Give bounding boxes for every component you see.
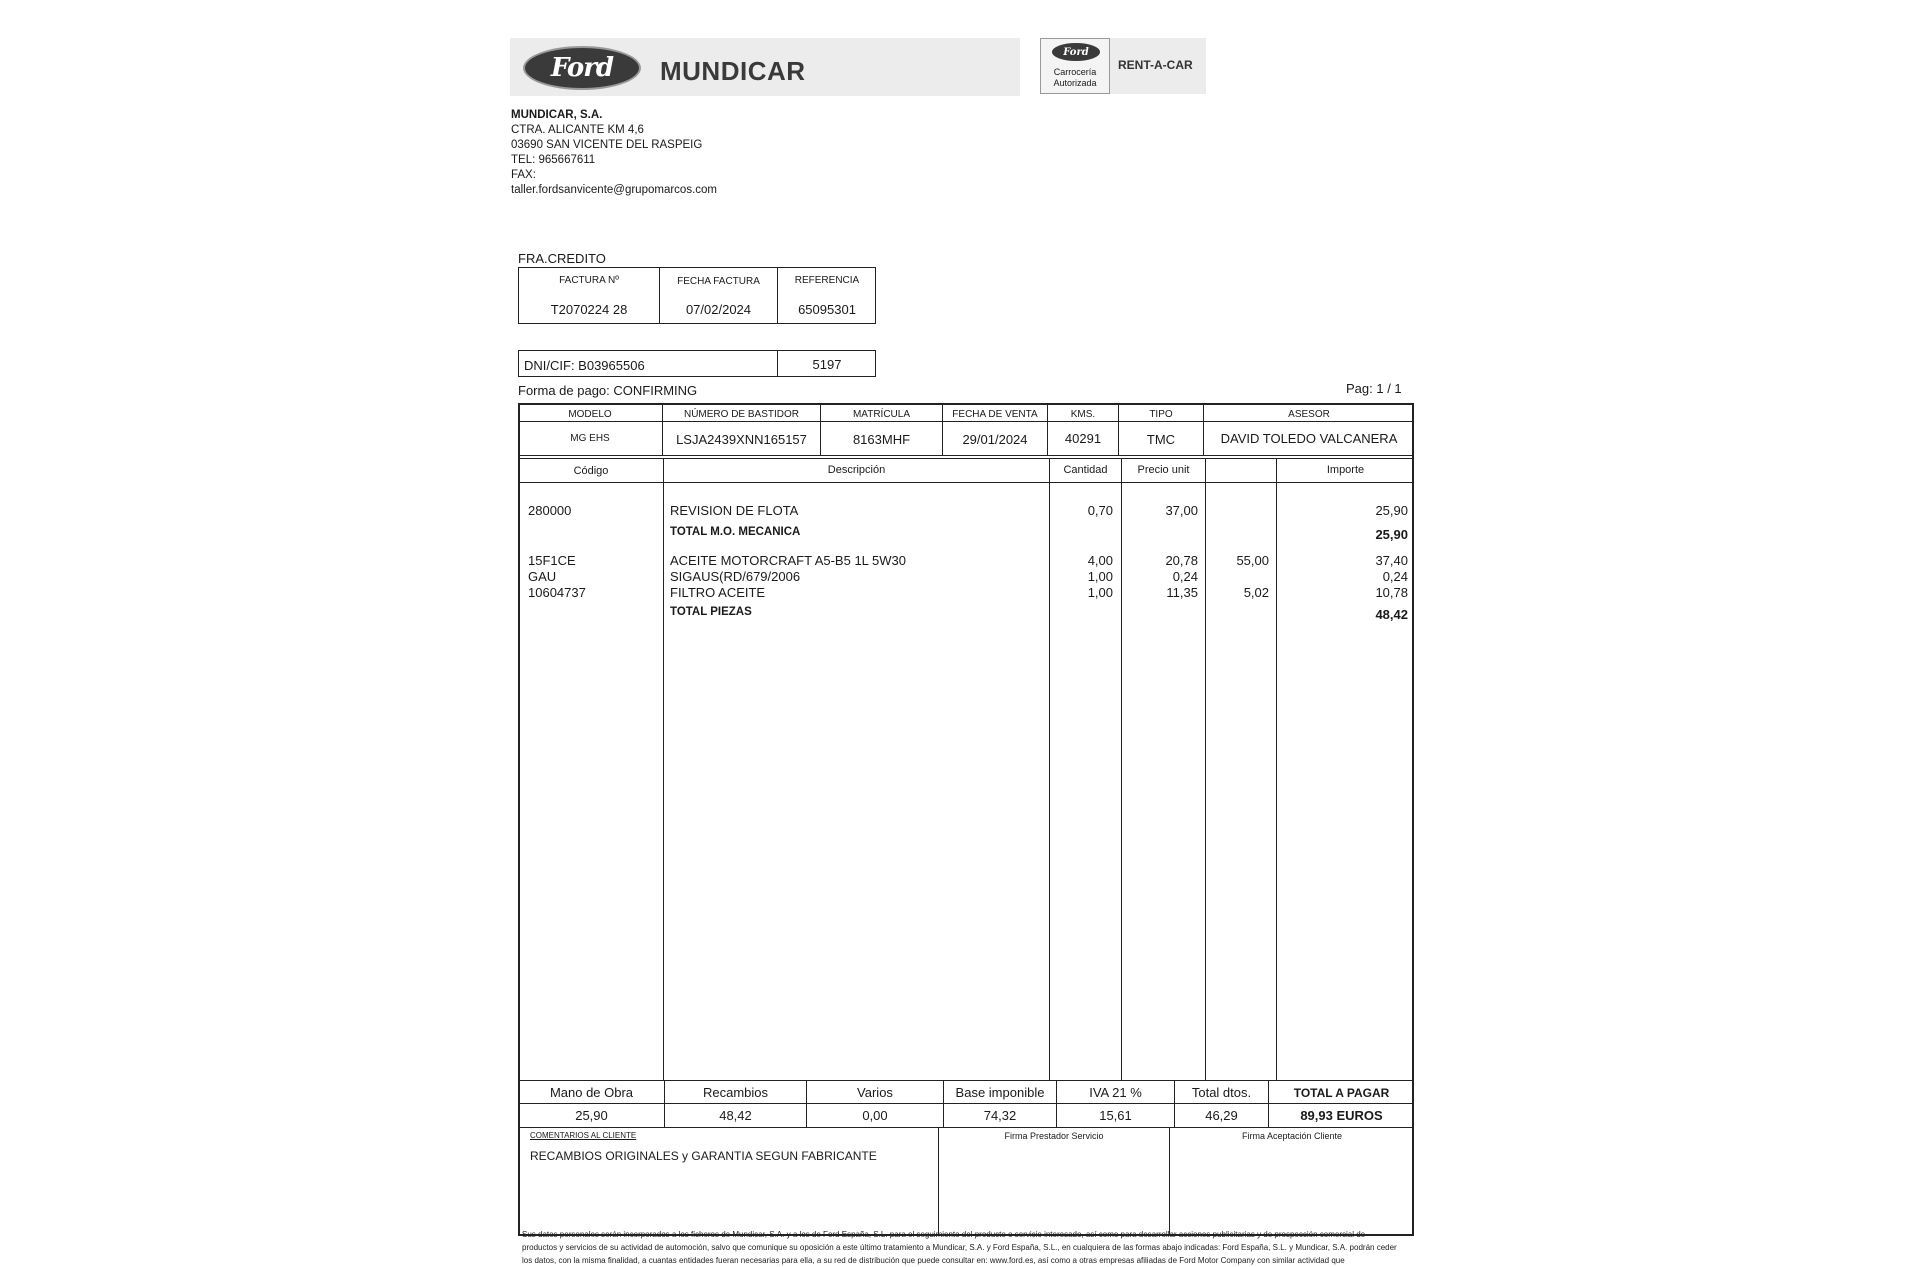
vin-label: NÚMERO DE BASTIDOR [683,409,799,420]
subtotal-labour-value: 25,90 [1375,527,1408,542]
quantity-column-header: Cantidad [1063,464,1108,476]
provider-signature-label: Firma Prestador Servicio [1004,1131,1104,1141]
divider [806,1080,807,1127]
company-email: taller.fordsanvicente@grupomarcos.com [511,184,717,196]
divider [518,1127,1414,1128]
price-column-header: Precio unit [1137,464,1190,476]
invoice-date: 07/02/2024 [685,302,752,317]
plate-value: 8163MHF [852,432,911,447]
line-amount: 0,24 [1382,569,1408,584]
labour-total: 25,90 [575,1108,608,1123]
discounts-total: 46,29 [1205,1108,1238,1123]
divider [518,1080,1414,1081]
line-code: 15F1CE [528,553,576,568]
description-column-header: Descripción [827,464,886,476]
misc-total: 0,00 [862,1108,888,1123]
address-line-2: 03690 SAN VICENTE DEL RASPEIG [511,139,703,151]
model-label: MODELO [568,409,612,420]
amount-due-label: TOTAL A PAGAR [1293,1086,1390,1100]
advisor-label: ASESOR [1288,409,1330,420]
brand-name: MUNDICAR [660,56,806,86]
ford-logo: Ford [523,46,641,90]
client-code: 5197 [812,357,842,372]
divider [1268,1080,1269,1127]
subtotal-labour-label: TOTAL M.O. MECANICA [670,526,801,538]
client-signature-label: Firma Aceptación Cliente [1241,1131,1343,1141]
comments-label: COMENTARIOS AL CLIENTE [530,1131,637,1140]
divider [943,1080,944,1127]
kms-value: 40291 [1064,431,1102,446]
company-address [511,108,717,198]
line-quantity: 4,00 [1087,553,1113,568]
divider [1049,458,1050,1080]
divider [1203,403,1204,455]
type-value: TMC [1146,432,1176,447]
invoice-number-label: FACTURA Nº [559,275,619,286]
company-tel: TEL: 965667611 [511,154,596,166]
divider [1121,458,1122,1080]
divider [1056,1080,1057,1127]
line-description: FILTRO ACEITE [670,585,766,600]
labour-total-label: Mano de Obra [549,1085,634,1100]
divider [1169,1127,1170,1236]
parts-total: 48,42 [719,1108,752,1123]
line-price: 0,24 [1172,569,1198,584]
company-fax: FAX: [511,169,536,181]
dni-cif: DNI/CIF: B03965506 [524,358,645,373]
divider [1047,403,1048,455]
line-description: REVISION DE FLOTA [670,503,799,518]
vat-label: IVA 21 % [1089,1085,1142,1100]
divider [518,1103,1414,1104]
line-quantity: 1,00 [1087,569,1113,584]
carroceria-ford-logo: Ford [1052,43,1100,61]
invoice-date-label: FECHA FACTURA [677,276,760,287]
line-discount: 5,02 [1243,585,1269,600]
line-quantity: 1,00 [1087,585,1113,600]
divider [518,482,1414,483]
sale-date-value: 29/01/2024 [962,432,1028,447]
page-number: Pag: 1 / 1 [1346,381,1402,396]
carroceria-label: Carrocería Autorizada [1053,67,1097,88]
divider [663,458,664,1080]
line-description: ACEITE MOTORCRAFT A5-B5 1L 5W30 [670,553,906,568]
divider [1174,1080,1175,1127]
parts-total-label: Recambios [702,1085,769,1100]
tax-base: 74,32 [983,1108,1017,1123]
invoice-number: T2070224 28 [550,302,628,317]
plate-label: MATRÍCULA [852,409,911,420]
divider [518,458,1414,459]
divider [518,421,1414,422]
reference-label: REFERENCIA [794,275,860,286]
invoice-type: FRA.CREDITO [518,251,606,266]
subtotal-parts-label: TOTAL PIEZAS [670,606,752,618]
divider [777,267,778,324]
misc-total-label: Varios [857,1085,893,1100]
line-price: 11,35 [1166,585,1198,600]
amount-due: 89,93 EUROS [1300,1108,1383,1123]
type-label: TIPO [1149,409,1173,420]
divider [518,455,1414,456]
code-column-header: Código [573,465,609,477]
legal-notice: Sus datos personales serán incorporados a los ficheros de Mundicar, S.A. y a los de Ford España, S.L. para el seguimiento del producto o servicio interesado, así como para desarrollar acciones publicitarias y de prospección comercial de productos y servicios de su actividad de automoción, salvo que comunique su oposición a este último tratamiento a Mundicar, S.A. y Ford España, S.L., en cualquiera de las formas abajo indicadas: Ford España, S.L. y Mundicar, S.A. podrán ceder los datos, con la misma finalidad, a cuantas entidades fueran necesarias para ella, a su red de distribución que puede consultar en: www.ford.es, así como a otras empresas afiliadas de Ford Motor Company con similar actividad que [522,1230,1397,1265]
line-amount: 25,90 [1375,503,1408,518]
line-price: 20,78 [1165,553,1198,568]
subtotal-parts-value: 48,42 [1375,607,1408,622]
sale-date-label: FECHA DE VENTA [952,409,1038,420]
line-code: 280000 [528,503,572,518]
vat-amount: 15,61 [1099,1108,1132,1123]
divider [1205,458,1206,1080]
divider [777,350,778,377]
divider [659,267,660,324]
reference-number: 65095301 [798,302,856,317]
model-value: MG EHS [570,433,610,444]
divider [1276,458,1277,1080]
kms-label: KMS. [1070,409,1096,420]
payment-method: Forma de pago: CONFIRMING [518,383,698,398]
line-quantity: 0,70 [1087,503,1113,518]
divider [662,403,663,455]
amount-column-header: Importe [1326,464,1365,476]
line-amount: 37,40 [1375,553,1408,568]
address-line-1: CTRA. ALICANTE KM 4,6 [511,124,644,136]
line-code: 10604737 [528,585,586,600]
divider [942,403,943,455]
discounts-total-label: Total dtos. [1191,1085,1252,1100]
divider [1118,403,1119,455]
advisor-value: DAVID TOLEDO VALCANERA [1220,431,1398,446]
tax-base-label: Base imponible [955,1085,1045,1100]
client-comment: RECAMBIOS ORIGINALES y GARANTIA SEGUN FABRICANTE [530,1149,877,1163]
divider [664,1080,665,1127]
line-price: 37,00 [1165,503,1198,518]
rent-a-car-label: RENT-A-CAR [1118,58,1193,72]
company-name: MUNDICAR, S.A. [511,109,603,121]
line-amount: 10,78 [1375,585,1408,600]
line-discount: 55,00 [1236,553,1269,568]
vin-value: LSJA2439XNN165157 [676,432,807,447]
divider [938,1127,939,1236]
line-code: GAU [528,569,557,584]
line-description: SIGAUS(RD/679/2006 [670,569,801,584]
divider [820,403,821,455]
